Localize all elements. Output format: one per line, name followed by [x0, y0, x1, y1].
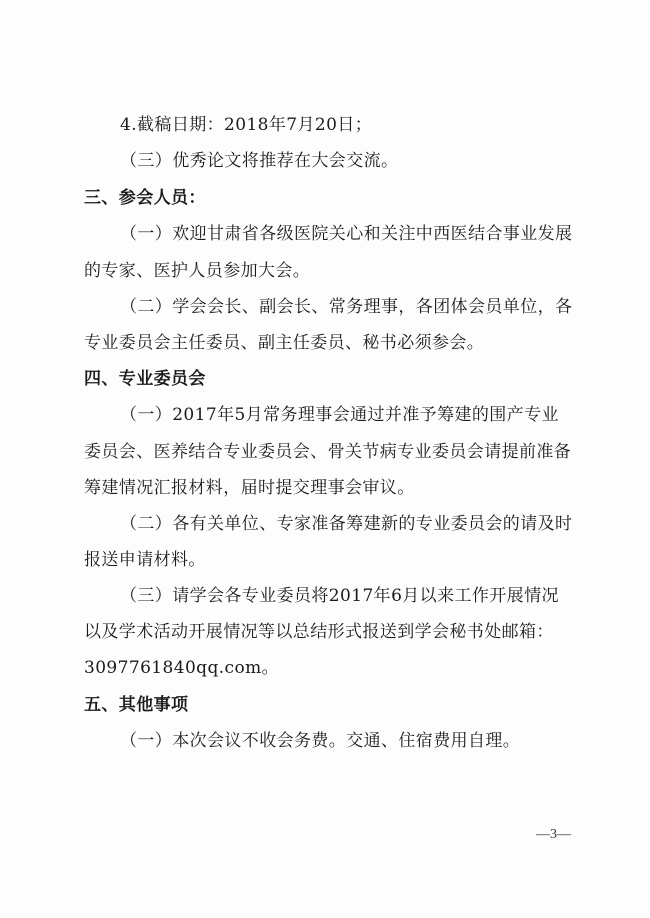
- attendees-paragraph-2-line-2: 专业委员会主任委员、副主任委员、秘书必须参会。: [84, 333, 485, 353]
- committees-paragraph-1-line-2: 委员会、医养结合专业委员会、骨关节病专业委员会请提前准备: [84, 442, 572, 462]
- committees-paragraph-3-line-1: （三）请学会各专业委员将2017年6月以来工作开展情况: [120, 586, 559, 606]
- committees-paragraph-3-line-2: 以及学术活动开展情况等以总结形式报送到学会秘书处邮箱：: [84, 622, 554, 642]
- attendees-paragraph-1-line-1: （一）欢迎甘肃省各级医院关心和关注中西医结合事业发展: [120, 224, 573, 244]
- attendees-paragraph-1-line-2: 的专家、医护人员参加大会。: [84, 261, 311, 281]
- email-address-line: 3097761840qq.com。: [84, 658, 280, 678]
- committees-paragraph-1-line-3: 筹建情况汇报材料，届时提交理事会审议。: [84, 478, 415, 498]
- section-heading-other-matters: 五、其他事项: [84, 695, 189, 715]
- attendees-paragraph-2-line-1: （二）学会会长、副会长、常务理事，各团体会员单位，各: [120, 297, 573, 317]
- section-heading-attendees: 三、参会人员：: [84, 188, 206, 208]
- committees-paragraph-2-line-1: （二）各有关单位、专家准备筹建新的专业委员会的请及时: [120, 514, 573, 534]
- committees-paragraph-1-line-1: （一）2017年5月常务理事会通过并准予筹建的围产专业: [120, 405, 559, 425]
- page-number: —3—: [536, 827, 571, 842]
- other-matters-paragraph-1: （一）本次会议不收会务费。交通、住宿费用自理。: [120, 731, 521, 751]
- deadline-line: 4.截稿日期：2018年7月20日；: [120, 115, 373, 135]
- committees-paragraph-2-line-2: 报送申请材料。: [84, 550, 206, 570]
- excellent-papers-line: （三）优秀论文将推荐在大会交流。: [120, 151, 399, 171]
- section-heading-committees: 四、专业委员会: [84, 369, 206, 389]
